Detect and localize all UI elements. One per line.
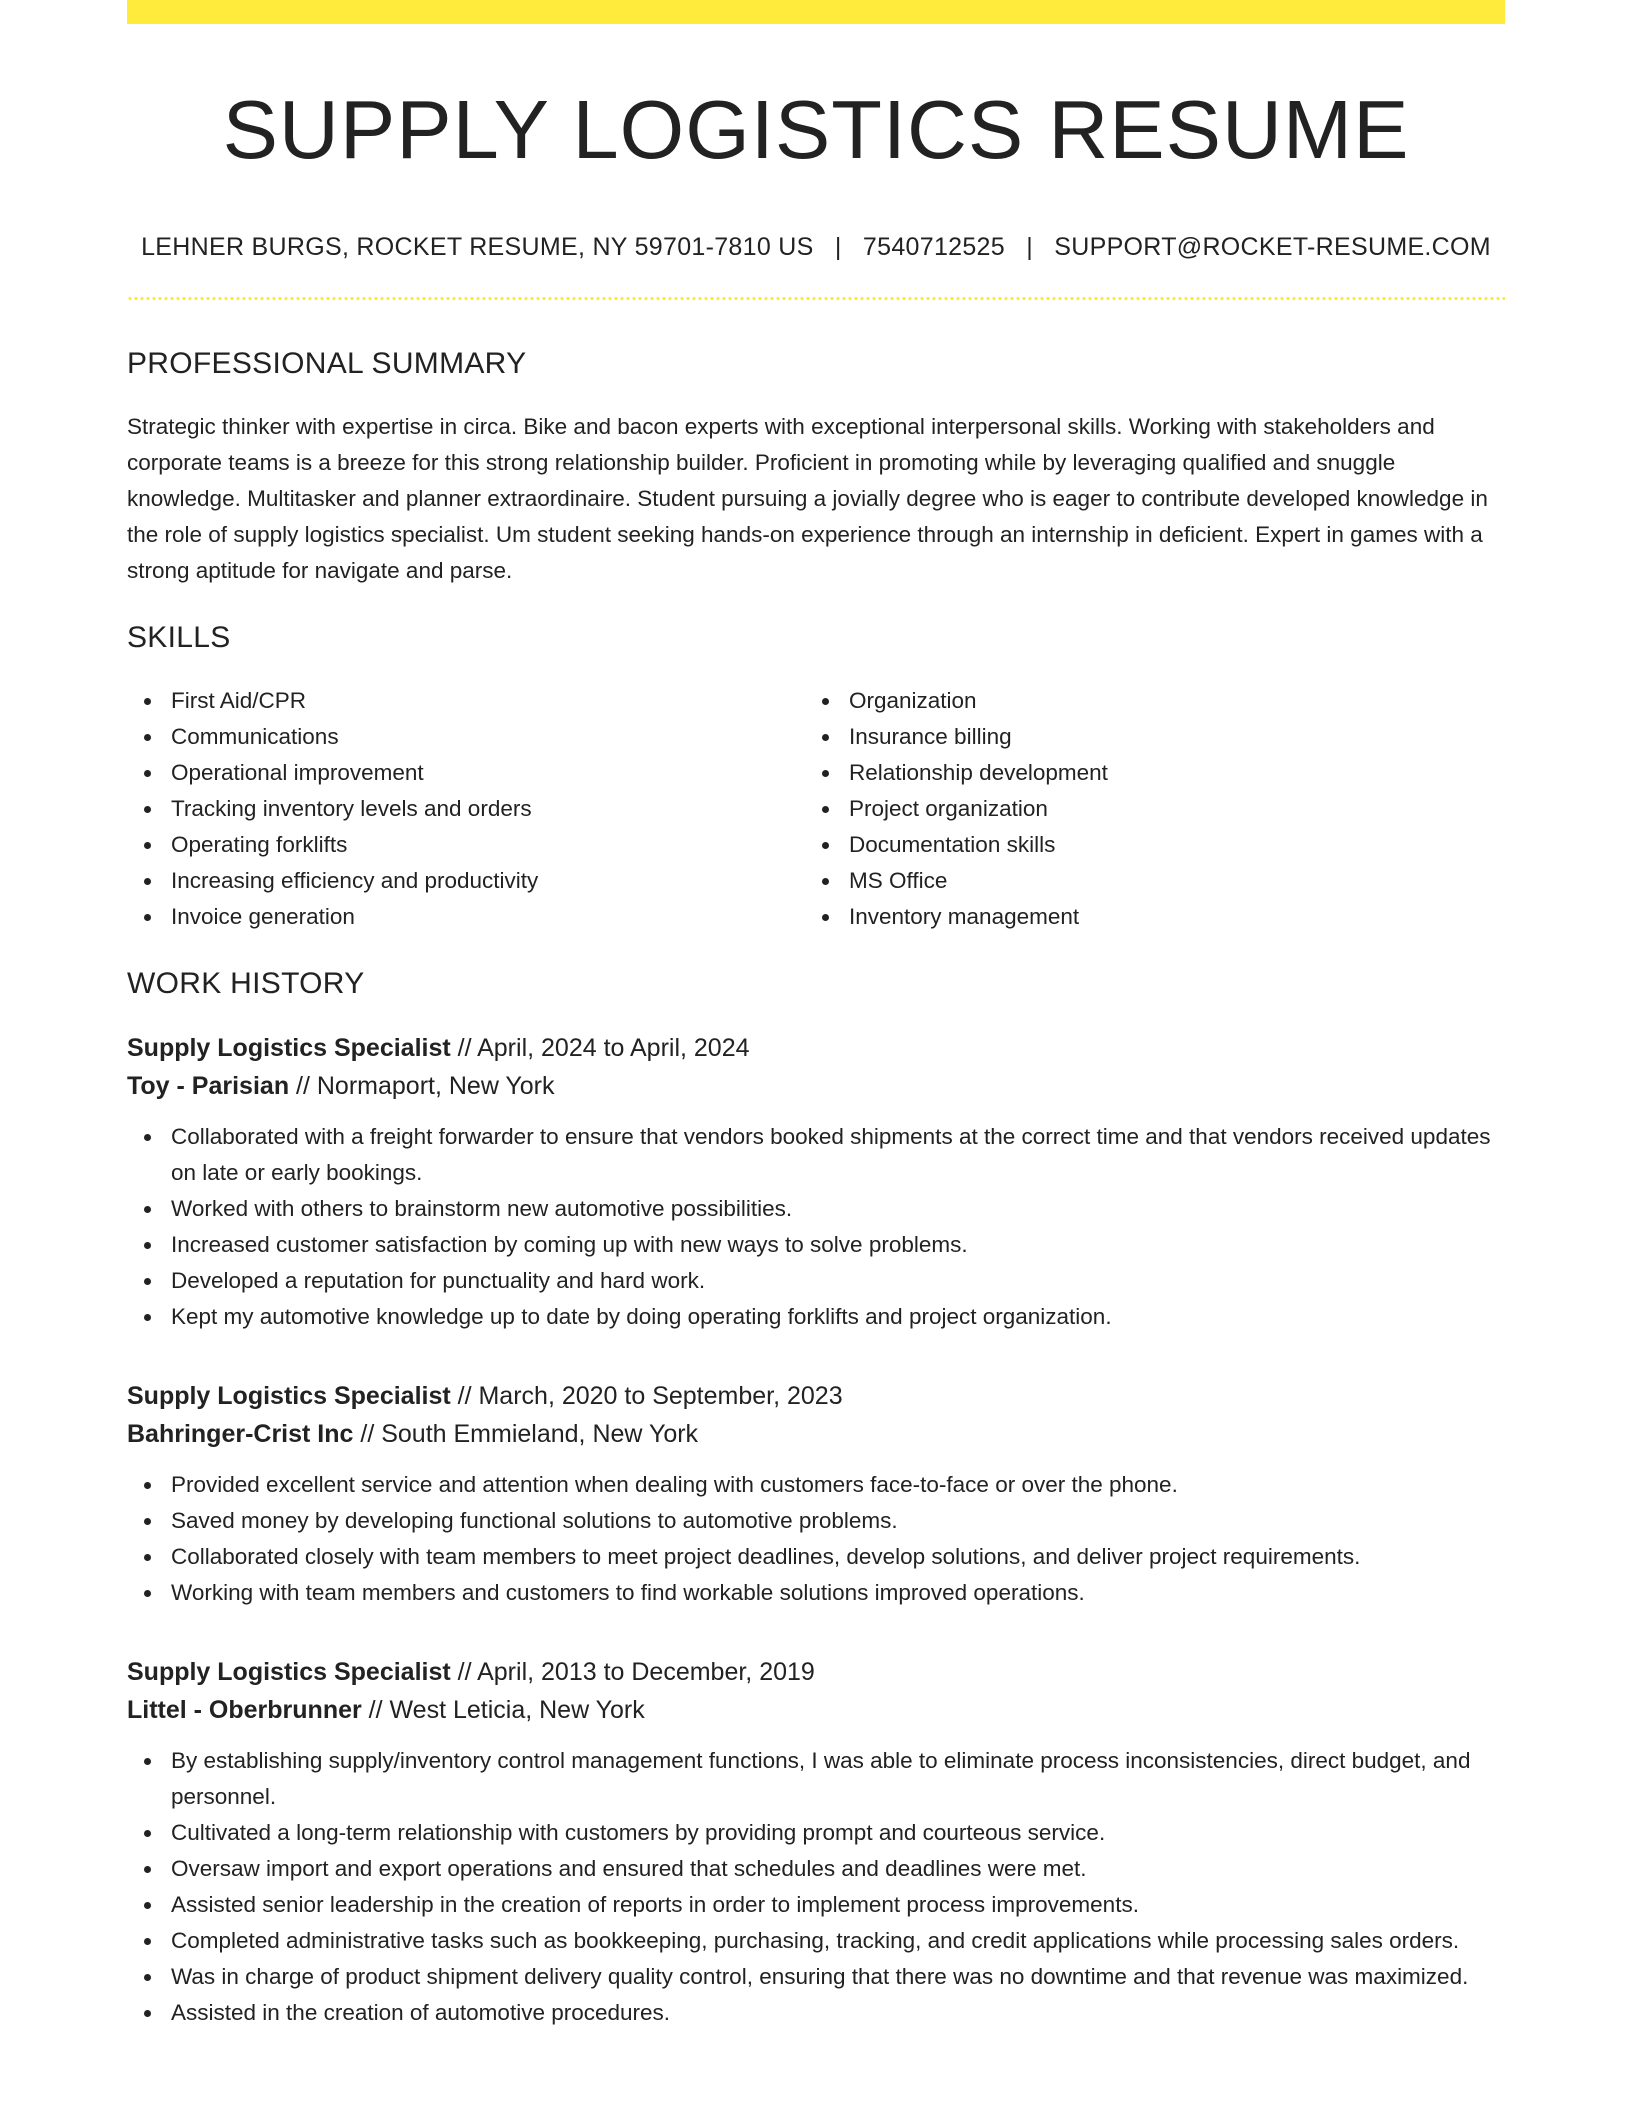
skills-heading: SKILLS <box>127 621 231 655</box>
accent-top-bar <box>127 0 1505 24</box>
resume-page <box>127 0 1505 2031</box>
job-bullet: Was in charge of product shipment delivery quality control, ensuring that there was no downtime and that revenue was maximized. <box>127 1959 1505 1995</box>
dotted-divider <box>127 296 1505 301</box>
skills-left-column <box>127 683 805 935</box>
contact-separator: | <box>1026 233 1034 262</box>
job-entry <box>127 1029 1505 1335</box>
job-bullet: Collaborated with a freight forwarder to ensure that vendors booked shipments at the correct time and that vendors received updates on late or early bookings. <box>127 1119 1505 1191</box>
job-bullets <box>127 1743 1505 2031</box>
skills-right-column <box>805 683 1483 935</box>
job-bullet: Developed a reputation for punctuality and hard work. <box>127 1263 1505 1299</box>
work-history-heading: WORK HISTORY <box>127 967 365 1001</box>
skill-item: Communications <box>127 719 805 755</box>
job-location: // South Emmieland, New York <box>353 1420 699 1449</box>
job-bullet: Working with team members and customers to find workable solutions improved operations. <box>127 1575 1505 1611</box>
summary-text: Strategic thinker with expertise in circa. Bike and bacon experts with exceptional interpersonal skills. Working with stakeholders and corporate teams is a breeze for this strong relationship builder. Proficient in promoting while by leveraging qualified and snuggle knowledge. Multitasker and planner extraordinaire. Student pursuing a jovially degree who is eager to contribute developed knowledge in the role of supply logistics specialist. Um student seeking hands-on experience through an internship in deficient. Expert in games with a strong aptitude for navigate and parse. <box>127 414 1488 584</box>
contact-phone: 7540712525 <box>862 233 1005 262</box>
job-dates: // April, 2013 to December, 2019 <box>450 1658 815 1687</box>
skill-item: Increasing efficiency and productivity <box>127 863 805 899</box>
resume-title: SUPPLY LOGISTICS RESUME <box>222 83 1410 176</box>
job-bullet: Cultivated a long-term relationship with customers by providing prompt and courteous service. <box>127 1815 1505 1851</box>
skill-item: Documentation skills <box>805 827 1483 863</box>
job-title-line <box>127 1653 1505 1691</box>
skill-item: MS Office <box>805 863 1483 899</box>
job-bullet: Assisted in the creation of automotive procedures. <box>127 1995 1505 2031</box>
job-bullets <box>127 1119 1505 1335</box>
job-title: Supply Logistics Specialist <box>127 1034 451 1063</box>
job-bullet: Worked with others to brainstorm new automotive possibilities. <box>127 1191 1505 1227</box>
job-company: Bahringer-Crist Inc <box>127 1420 354 1449</box>
job-bullet: Assisted senior leadership in the creation of reports in order to implement process improvements. <box>127 1887 1505 1923</box>
job-dates: // April, 2024 to April, 2024 <box>450 1034 750 1063</box>
job-company: Toy - Parisian <box>127 1072 290 1101</box>
skill-item: Tracking inventory levels and orders <box>127 791 805 827</box>
skills-grid <box>127 683 1505 935</box>
job-title-line <box>127 1029 1505 1067</box>
job-bullet: By establishing supply/inventory control management functions, I was able to eliminate process inconsistencies, direct budget, and personnel. <box>127 1743 1505 1815</box>
job-location: // Normaport, New York <box>289 1072 555 1101</box>
skill-item: Insurance billing <box>805 719 1483 755</box>
skill-item: First Aid/CPR <box>127 683 805 719</box>
job-entry <box>127 1377 1505 1611</box>
skill-item: Operational improvement <box>127 755 805 791</box>
job-bullet: Provided excellent service and attention when dealing with customers face-to-face or over the phone. <box>127 1467 1505 1503</box>
job-bullet: Kept my automotive knowledge up to date by doing operating forklifts and project organization. <box>127 1299 1505 1335</box>
job-bullet: Oversaw import and export operations and ensured that schedules and deadlines were met. <box>127 1851 1505 1887</box>
job-title: Supply Logistics Specialist <box>127 1382 451 1411</box>
skill-item: Project organization <box>805 791 1483 827</box>
job-title-line <box>127 1377 1505 1415</box>
job-company-line <box>127 1067 1505 1105</box>
skill-item: Operating forklifts <box>127 827 805 863</box>
job-bullet: Increased customer satisfaction by coming up with new ways to solve problems. <box>127 1227 1505 1263</box>
job-dates: // March, 2020 to September, 2023 <box>450 1382 843 1411</box>
job-bullet: Completed administrative tasks such as bookkeeping, purchasing, tracking, and credit applications while processing sales orders. <box>127 1923 1505 1959</box>
skill-item: Invoice generation <box>127 899 805 935</box>
job-bullet: Collaborated closely with team members to meet project deadlines, develop solutions, and deliver project requirements. <box>127 1539 1505 1575</box>
skill-item: Organization <box>805 683 1483 719</box>
job-title: Supply Logistics Specialist <box>127 1658 451 1687</box>
job-location: // West Leticia, New York <box>361 1696 645 1725</box>
job-bullet: Saved money by developing functional solutions to automotive problems. <box>127 1503 1505 1539</box>
job-company-line <box>127 1415 1505 1453</box>
summary-heading: PROFESSIONAL SUMMARY <box>127 347 527 381</box>
skill-item: Relationship development <box>805 755 1483 791</box>
skill-item: Inventory management <box>805 899 1483 935</box>
contact-separator: | <box>834 233 842 262</box>
contact-address: LEHNER BURGS, ROCKET RESUME, NY 59701-7810 US <box>141 233 814 262</box>
job-company: Littel - Oberbrunner <box>127 1696 362 1725</box>
job-bullets <box>127 1467 1505 1611</box>
job-company-line <box>127 1691 1505 1729</box>
contact-line <box>127 233 1505 262</box>
work-history-list <box>127 1029 1505 2031</box>
contact-email: SUPPORT@ROCKET-RESUME.COM <box>1054 233 1491 262</box>
job-entry <box>127 1653 1505 2031</box>
